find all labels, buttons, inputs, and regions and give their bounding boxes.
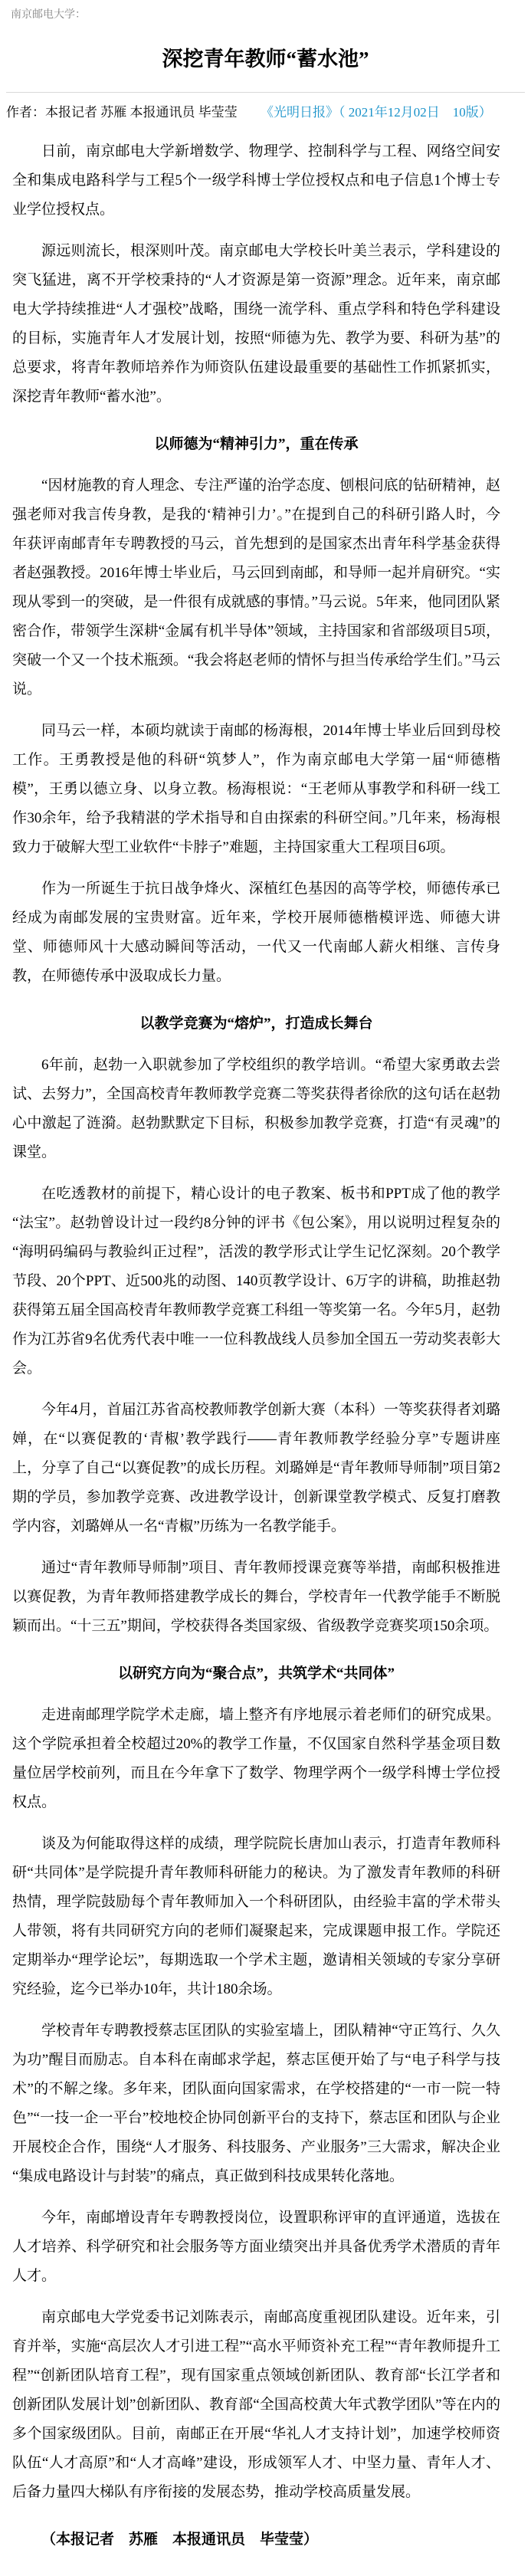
byline — [0, 93, 531, 122]
article-paragraph: 6年前，赵勃一入职就参加了学校组织的教学培训。“希望大家勇敢去尝试、去努力”，全国高校青年教师教学竞赛二等奖获得者徐欣的这句话在赵勃心中激起了涟漪。赵勃默默定下目标，积极参加教学竞赛，打造“有灵魂”的课堂。 — [12, 1057, 500, 1160]
article-paragraph: 作为一所诞生于抗日战争烽火、深植红色基因的高等学校，师德传承已经成为南邮发展的宝贵财富。近年来，学校开展师德楷模评选、师德大讲堂、师德师风十大感动瞬间等活动，一代又一代南邮人薪火相继、言传身教，在师德传承中汲取成长力量。 — [12, 881, 500, 984]
article-paragraph: 通过“青年教师导师制”项目、青年教师授课竞赛等举措，南邮积极推进以赛促教，为青年教师搭建教学成长的舞台，学校青年一代教学能手不断脱颖而出。“十三五”期间，学校获得各类国家级、省级教学竞赛奖项150余项。 — [12, 1560, 500, 1634]
article-paragraph: 学校青年专聘教授蔡志匡团队的实验室墙上，团队精神“守正笃行、久久为功”醒目而励志。自本科在南邮求学起，蔡志匡便开始了与“电子科学与技术”的不解之缘。多年来，团队面向国家需求，在学校搭建的“一市一院一特色”“一技一企一平台”校地校企协同创新平台的支持下，蔡志匡和团队与企业开展校企合作，围绕“人才服务、科技服务、产业服务”三大需求，解决企业“集成电路设计与封装”的痛点，真正做到科技成果转化落地。 — [12, 2023, 500, 2184]
section-heading: 以师德为“精神引力”，重在传承 — [154, 436, 359, 452]
article-paragraph: 谈及为何能取得这样的成绩，理学院院长唐加山表示，打造青年教师科研“共同体”是学院提升青年教师科研能力的秘诀。为了激发青年教师的科研热情，理学院鼓励每个青年教师加入一个科研团队，由经验丰富的学术带头人带领，将有共同研究方向的老师们凝聚起来，完成课题申报工作。学院还定期举办“理学论坛”，每期选取一个学术主题，邀请相关领域的专家分享研究经验，迄今已举办10年，共计180余场。 — [12, 1836, 500, 1997]
article-paragraph: 源远则流长，根深则叶茂。南京邮电大学校长叶美兰表示，学科建设的突飞猛进，离不开学校秉持的“人才资源是第一资源”理念。近年来，南京邮电大学持续推进“人才强校”战略，围绕一流学科、重点学科和特色学科建设的目标，实施青年人才发展计划，按照“师德为先、教学为要、科研为基”的总要求，将青年教师培养作为师资队伍建设最重要的基础性工作抓紧抓实，深挖青年教师“蓄水池”。 — [12, 243, 500, 405]
article-paragraph: 今年，南邮增设青年专聘教授岗位，设置职称评审的直评通道，选拔在人才培养、科学研究和社会服务等方面业绩突出并具备优秀学术潜质的青年人才。 — [12, 2210, 500, 2284]
article-paragraph: 南京邮电大学党委书记刘陈表示，南邮高度重视团队建设。近年来，引育并举，实施“高层次人才引进工程”“高水平师资补充工程”“青年教师提升工程”“创新团队培育工程”，现有国家重点领域创新团队、教育部“长江学者和创新团队发展计划”创新团队、教育部“全国高校黄大年式教学团队”等在内的多个国家级团队。目前，南邮正在开展“华礼人才支持计划”，加速学校师资队伍“人才高原”和“人才高峰”建设，形成领军人才、中坚力量、青年人才、后备力量四大梯队有序衔接的发展态势，推动学校高质量发展。 — [12, 2309, 500, 2500]
section-heading: 以教学竞赛为“熔炉”，打造成长舞台 — [139, 1016, 373, 1032]
article-title: 深挖青年教师“蓄水池” — [162, 48, 369, 71]
article-paragraph: 日前，南京邮电大学新增数学、物理学、控制科学与工程、网络空间安全和集成电路科学与工程5个一级学科博士学位授权点和电子信息1个博士专业学位授权点。 — [12, 143, 500, 218]
article-paragraph: 同马云一样，本硕均就读于南邮的杨海根，2014年博士毕业后回到母校工作。王勇教授是他的科研“筑梦人”，作为南京邮电大学第一届“师德楷模”，王勇以德立身、以身立教。杨海根说：“王老师从事教学和科研一线工作30余年，给予我精湛的学术指导和自由探索的科研空间。”几年来，杨海根致力于破解大型工业软件“卡脖子”难题，主持国家重大工程项目6项。 — [12, 723, 500, 855]
article-body — [0, 122, 531, 2555]
article-paragraph: 走进南邮理学院学术走廊，墙上整齐有序地展示着老师们的研究成果。这个学院承担着全校超过20%的教学工作量，不仅国家自然科学基金项目数量位居学校前列，而且在今年拿下了数学、物理学两个一级学科博士学位授权点。 — [12, 1707, 500, 1810]
article-paragraph: “因材施教的育人理念、专注严谨的治学态度、刨根问底的钻研精神，赵强老师对我言传身教，是我的‘精神引力’。”在提到自己的科研引路人时，今年获评南邮青年专聘教授的马云，首先想到的是国家杰出青年科学基金获得者赵强教授。2016年博士毕业后，马云回到南邮，和导师一起并肩研究。“实现从零到一的突破，是一件很有成就感的事情。”马云说。5年来，他同团队紧密合作，带领学生深耕“金属有机半导体”领域，主持国家和省部级项目5项，突破一个又一个技术瓶颈。“我会将赵老师的情怀与担当传承给学生们。”马云说。 — [12, 477, 500, 697]
section-heading: 以研究方向为“聚合点”，共筑学术“共同体” — [117, 1665, 395, 1682]
byline-publication-link[interactable]: 《光明日报》（ 2021年12月02日 10版） — [261, 105, 492, 120]
article-signature: （本报记者 苏雁 本报通讯员 毕莹莹） — [41, 2532, 319, 2548]
article-paragraph: 在吃透教材的前提下，精心设计的电子教案、板书和PPT成了他的教学“法宝”。赵勃曾设计过一段约8分钟的评书《包公案》，用以说明过程复杂的“海明码编码与教验纠正过程”，活泼的教学形式让学生记忆深刻。20个教学节段、20个PPT、近500兆的动图、140页教学设计、6万字的讲稿，助推赵勃获得第五届全国高校青年教师教学竞赛工科组一等奖第一名。今年5月，赵勃作为江苏省9名优秀代表中唯一一位科教战线人员参加全国五一劳动奖表彰大会。 — [12, 1186, 500, 1377]
byline-authors: 作者：本报记者 苏雁 本报通讯员 毕莹莹 — [6, 105, 238, 120]
article-paragraph: 今年4月，首届江苏省高校教师教学创新大赛（本科）一等奖获得者刘璐婵，在“以赛促教的‘青椒’教学践行——青年教师教学经验分享”专题讲座上，分享了自己“以赛促教”的成长历程。刘璐婵是“青年教师导师制”项目第2期的学员，参加教学竞赛、改进教学设计，创新课堂教学模式、反复打磨教学内容，刘璐婵从一名“青椒”历练为一名教学能手。 — [12, 1402, 500, 1534]
site-source-label: 南京邮电大学： — [11, 9, 86, 21]
